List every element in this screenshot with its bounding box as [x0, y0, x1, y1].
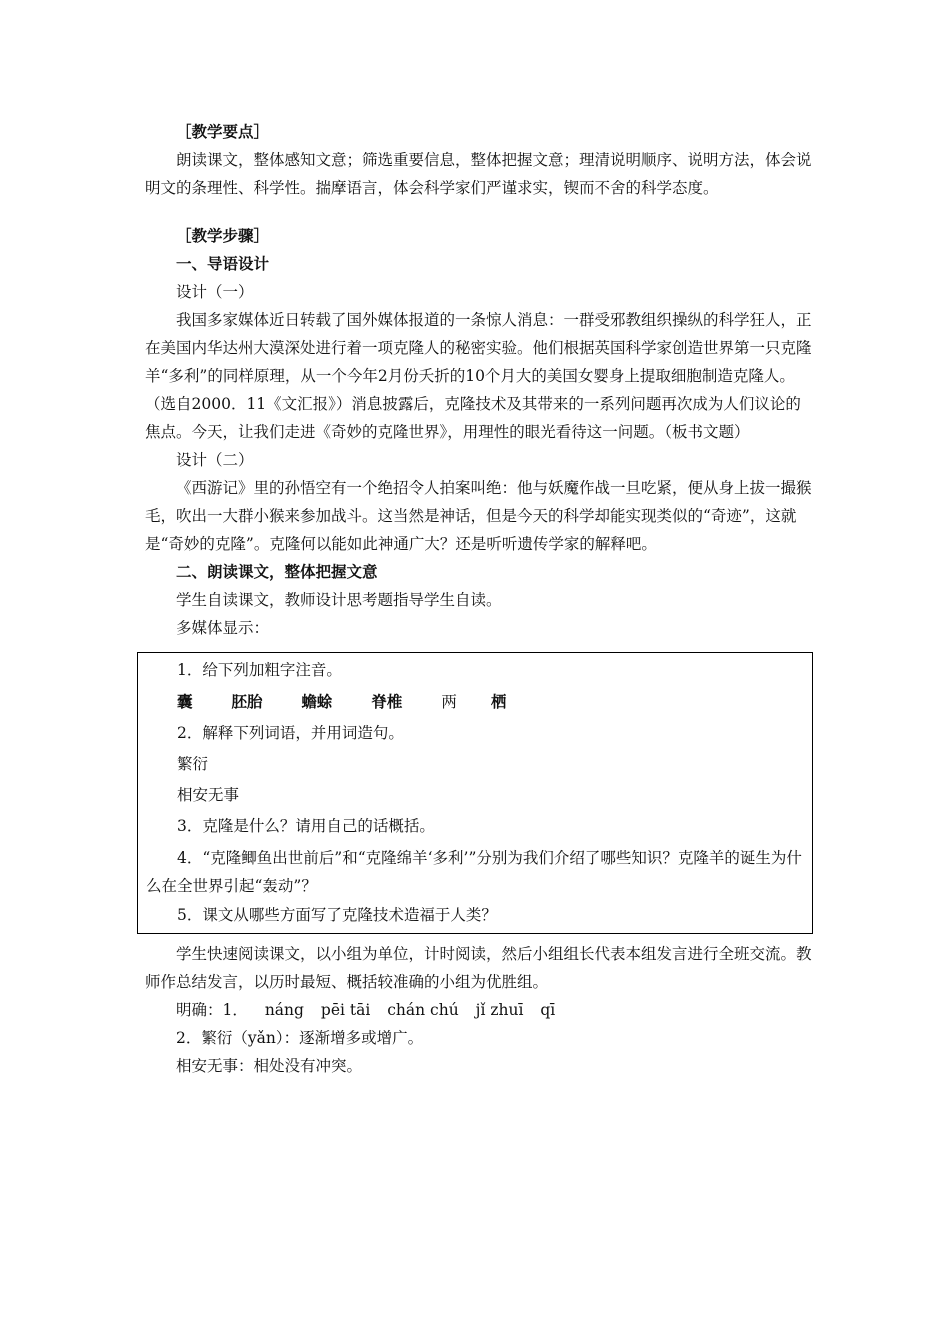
- word-item: [231, 686, 262, 718]
- question-box: [137, 652, 813, 934]
- word-bold: 栖: [490, 692, 507, 711]
- question-5: 5．课文从哪些方面写了克隆技术造福于人类？: [177, 906, 497, 924]
- word-item: [301, 686, 332, 718]
- answer-prefix: 明确：1．: [176, 1001, 248, 1019]
- question-4: 4．“克隆鲫鱼出世前后”和“克隆绵羊‘多利’”分别为我们介绍了哪些知识？克隆羊的诞生为什么在全世界引起“轰动”？: [146, 849, 802, 895]
- teaching-points-heading: ［教学要点］: [176, 122, 270, 141]
- word-plain: 两: [441, 693, 457, 711]
- question-2: 2．解释下列词语，并用词造句。: [177, 724, 404, 742]
- word-bold: 胚胎: [231, 692, 263, 711]
- document-page: [145, 118, 813, 1080]
- word-item: [441, 686, 506, 718]
- part2-title: 二、朗读课文，整体把握文意: [176, 562, 378, 581]
- design1-label: 设计（一）: [176, 283, 254, 301]
- part1-title: 一、导语设计: [176, 254, 270, 273]
- pinyin-item: chán chú: [387, 1001, 459, 1019]
- answer-2: 2．繁衍（yǎn）：逐渐增多或增广。: [176, 1029, 424, 1047]
- word-list: [146, 686, 812, 718]
- word-bold: 囊: [177, 692, 193, 711]
- pinyin-item: náng: [264, 1001, 304, 1019]
- design1-text: 我国多家媒体近日转载了国外媒体报道的一条惊人消息：一群受邪教组织操纵的科学狂人，正在美国内华达州大漠深处进行着一项克隆人的秘密实验。他们根据英国科学家创造世界第一只克隆羊“多利”的同样原理，从一个今年2月份夭折的10个月大的美国女婴身上提取细胞制造克隆人。（选自2000．11《文汇报》）消息披露后，克隆技术及其带来的一系列问题再次成为人们议论的焦点。今天，让我们走进《奇妙的克隆世界》，用理性的眼光看待这一问题。（板书文题）: [145, 311, 812, 441]
- fast-read-text: 学生快速阅读课文，以小组为单位，计时阅读，然后小组组长代表本组发言进行全班交流。教师作总结发言，以历时最短、概括较准确的小组为优胜组。: [145, 945, 812, 991]
- design2-text: 《西游记》里的孙悟空有一个绝招令人拍案叫绝：他与妖魔作战一旦吃紧，便从身上拔一撮猴毛，吹出一大群小猴来参加战斗。这当然是神话，但是今天的科学却能实现类似的“奇迹”，这就是“奇妙的克隆”。克隆何以能如此神通广大？还是听听遗传学家的解释吧。: [145, 479, 812, 553]
- teaching-steps-heading: ［教学步骤］: [176, 226, 270, 245]
- answer-pinyin-line: [145, 996, 813, 1024]
- word-bold: 蟾蜍: [301, 692, 333, 711]
- question-3: 3．克隆是什么？请用自己的话概括。: [177, 817, 435, 835]
- multimedia-label: 多媒体显示：: [176, 619, 270, 637]
- pinyin-item: jǐ zhuī: [475, 1001, 524, 1019]
- word-item: [371, 686, 402, 718]
- answer-3: 相安无事：相处没有冲突。: [176, 1057, 363, 1075]
- term-1: 繁衍: [177, 755, 209, 773]
- design2-label: 设计（二）: [176, 451, 254, 469]
- question-1: 1．给下列加粗字注音。: [177, 661, 342, 679]
- pinyin-item: qī: [540, 1001, 556, 1019]
- teaching-points-text: 朗读课文，整体感知文意；筛选重要信息，整体把握文意；理清说明顺序、说明方法，体会说明文的条理性、科学性。揣摩语言，体会科学家们严谨求实，锲而不舍的科学态度。: [145, 151, 812, 197]
- word-item: [177, 686, 193, 718]
- term-2: 相安无事: [177, 786, 240, 804]
- word-bold: 脊椎: [371, 692, 403, 711]
- pinyin-item: pēi tāi: [320, 1001, 371, 1019]
- self-read-text: 学生自读课文，教师设计思考题指导学生自读。: [176, 591, 502, 609]
